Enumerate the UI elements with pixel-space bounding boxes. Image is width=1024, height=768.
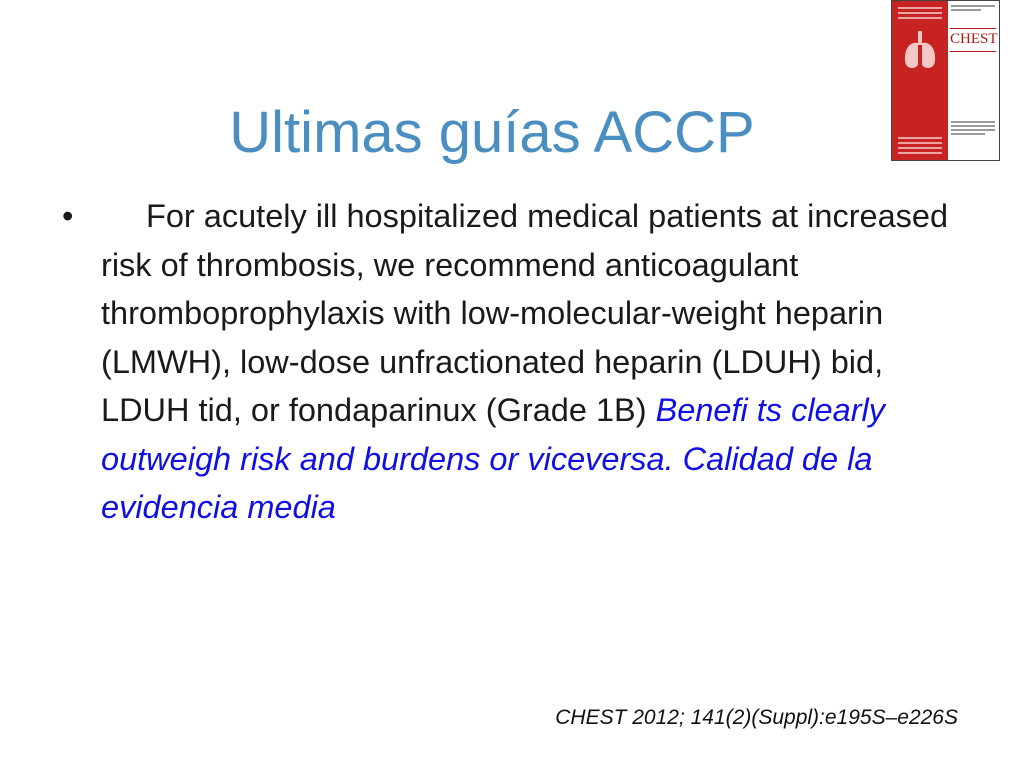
cover-top-lines [951,5,995,13]
cover-red-panel [892,1,948,160]
journal-cover-image [891,0,1000,161]
cover-footer-lines [898,137,942,157]
citation: CHEST 2012; 141(2)(Suppl):e195S–e226S [555,706,958,729]
bullet-marker: • [62,198,74,234]
cover-brand: CHEST [950,31,998,47]
cover-rule-bottom [950,51,996,52]
slide-title-text: Ultimas guías ACCP [229,99,755,165]
cover-bottom-text-lines [951,121,995,137]
cover-header-lines [898,7,942,22]
bullet-paragraph [101,192,962,532]
lungs-icon [902,29,938,71]
slide-title [0,97,1024,169]
cover-rule-top [950,28,996,29]
bullet-item [62,192,962,532]
cover-right-panel [948,1,999,160]
bullet-emphasis-text: Benefi ts clearly outweigh risk and burdens or viceversa. Calidad de la evidencia media [101,392,885,525]
bullet-body-text: For acutely ill hospitalized medical patients at increased risk of thrombosis, we recommend anticoagulant thromboprophylaxis with low-molecular-weight heparin (LMWH), low-dose unfractionated heparin (LDUH) bid, LDUH tid, or fondaparinux (Grade 1B) [101,198,949,428]
